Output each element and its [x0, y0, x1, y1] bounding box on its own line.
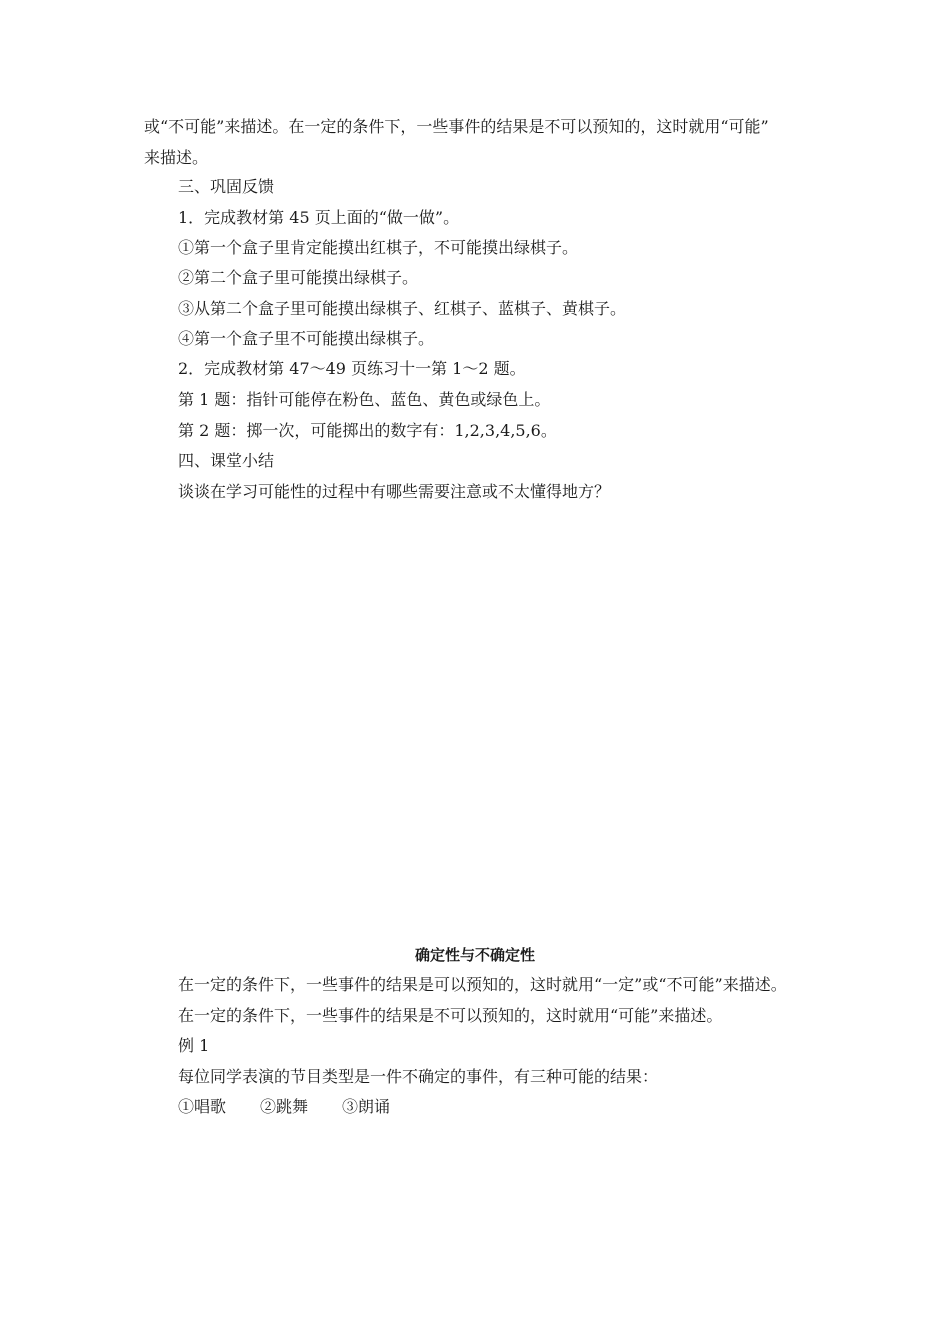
example-text: 每位同学表演的节目类型是一件不确定的事件，有三种可能的结果：: [178, 1067, 659, 1086]
answer-line: 第 2 题：掷一次，可能掷出的数字有：1,2,3,4,5,6。: [178, 421, 557, 440]
paragraph-line: 或“不可能”来描述。在一定的条件下，一些事件的结果是不可以预知的，这时就用“可能”: [144, 117, 769, 136]
paragraph-line: 来描述。: [144, 148, 209, 167]
section-title: 四、课堂小结: [178, 451, 275, 470]
board-line: 在一定的条件下，一些事件的结果是可以预知的，这时就用“一定”或“不可能”来描述。: [178, 975, 787, 994]
example-options: [178, 1097, 424, 1117]
section-title: 三、巩固反馈: [178, 177, 275, 196]
example-label: 例 1: [178, 1036, 210, 1055]
answer-line: ③从第二个盒子里可能摸出绿棋子、红棋子、蓝棋子、黄棋子。: [178, 299, 627, 318]
exercise-item: 1．完成教材第 45 页上面的“做一做”。: [178, 208, 460, 227]
option-item: ③朗诵: [342, 1097, 391, 1116]
answer-line: ④第一个盒子里不可能摸出绿棋子。: [178, 329, 435, 348]
answer-line: 第 1 题：指针可能停在粉色、蓝色、黄色或绿色上。: [178, 390, 551, 409]
summary-question: 谈谈在学习可能性的过程中有哪些需要注意或不太懂得地方？: [178, 482, 611, 501]
answer-line: ②第二个盒子里可能摸出绿棋子。: [178, 268, 419, 287]
option-item: ②跳舞: [260, 1097, 309, 1116]
option-item: ①唱歌: [178, 1097, 227, 1116]
answer-line: ①第一个盒子里肯定能摸出红棋子，不可能摸出绿棋子。: [178, 238, 579, 257]
exercise-item: 2．完成教材第 47～49 页练习十一第 1～2 题。: [178, 359, 526, 378]
board-title: 确定性与不确定性: [414, 946, 535, 964]
board-line: 在一定的条件下，一些事件的结果是不可以预知的，这时就用“可能”来描述。: [178, 1006, 723, 1025]
